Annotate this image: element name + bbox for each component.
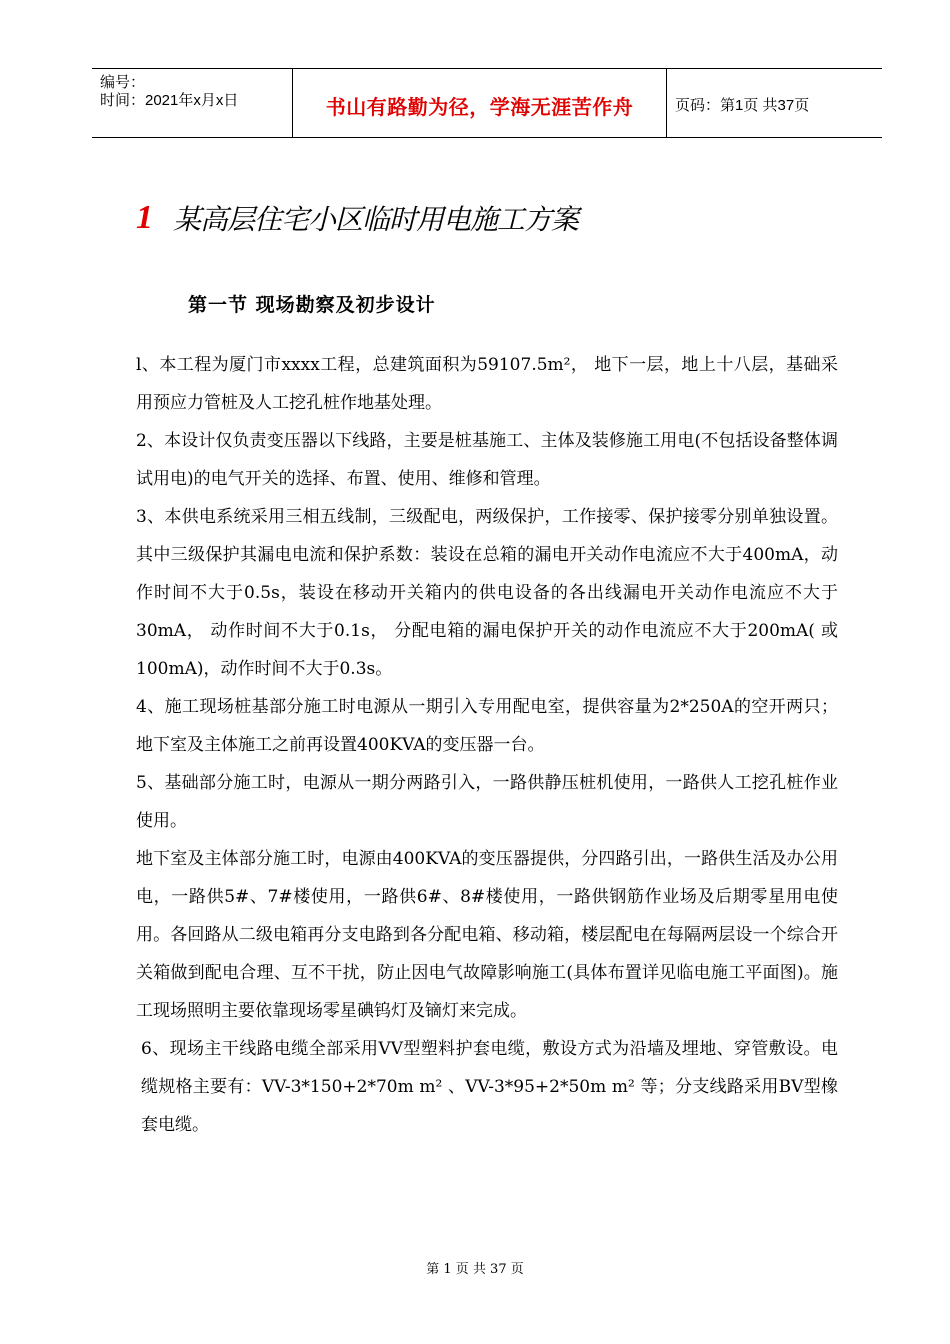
page-header [92, 68, 882, 138]
paragraph: 4、施工现场桩基部分施工时电源从一期引入专用配电室，提供容量为2*250A的空开两只；地下室及主体施工之前再设置400KVA的变压器一台。 [136, 697, 838, 755]
paragraph: 5、基础部分施工时，电源从一期分两路引入，一路供静压桩机使用，一路供人工挖孔桩作业使用。 [136, 773, 838, 831]
document-number-label: 编号： [100, 74, 146, 91]
section-heading: 第一节 现场勘察及初步设计 [188, 294, 436, 316]
paragraph: 地下室及主体部分施工时，电源由400KVA的变压器提供，分四路引出，一路供生活及办公用电，一路供5#、7#楼使用，一路供6#、8#楼使用，一路供钢筋作业场及后期零星用电使用。各回路从二级电箱再分支电路到各分配电箱、移动箱，楼层配电在每隔两层设一个综合开关箱做到配电合理、互不干扰，防止因电气故障影响施工(具体布置详见临电施工平面图)。施工现场照明主要依靠现场零星碘钨灯及镝灯来完成。 [136, 849, 838, 1021]
header-motto-cell [292, 69, 667, 137]
paragraph: 6、现场主干线路电缆全部采用VV型塑料护套电缆，敷设方式为沿墙及埋地、穿管敷设。电缆规格主要有：VV-3*150+2*70m m² 、VV-3*95+2*50m m² 等；分支线路采用BV型橡套电缆。 [141, 1039, 838, 1135]
header-motto: 书山有路勤为径，学海无涯苦作舟 [325, 95, 634, 119]
title-number: 1 [136, 199, 153, 236]
paragraph: l、本工程为厦门市xxxx工程，总建筑面积为59107.5m²， 地下一层，地上十八层，基础采用预应力管桩及人工挖孔桩作地基处理。 [136, 355, 838, 413]
header-page-cell [667, 69, 882, 137]
header-meta [92, 69, 292, 137]
title-text: 某高层住宅小区临时用电施工方案 [173, 203, 579, 236]
page-footer: 第 1 页 共 37 页 [426, 1262, 524, 1277]
document-body [136, 346, 838, 1144]
document-time-label: 时间：2021年x月x日 [100, 92, 239, 109]
paragraph: 3、本供电系统采用三相五线制，三级配电，两级保护，工作接零、保护接零分别单独设置。其中三级保护其漏电电流和保护系数：装设在总箱的漏电开关动作电流应不大于400mA，动作时间不大于0.5s，装设在移动开关箱内的供电设备的各出线漏电开关动作电流应不大于30mA， 动作时间不大于0.1s， 分配电箱的漏电保护开关的动作电流应不大于200mA( 或100mA)，动作时间不大于0.3s。 [136, 507, 838, 679]
header-page-info: 页码：第1页 共37页 [675, 97, 810, 114]
document-title [136, 198, 578, 238]
paragraph: 2、本设计仅负责变压器以下线路，主要是桩基施工、主体及装修施工用电(不包括设备整体调试用电)的电气开关的选择、布置、使用、维修和管理。 [136, 431, 838, 489]
